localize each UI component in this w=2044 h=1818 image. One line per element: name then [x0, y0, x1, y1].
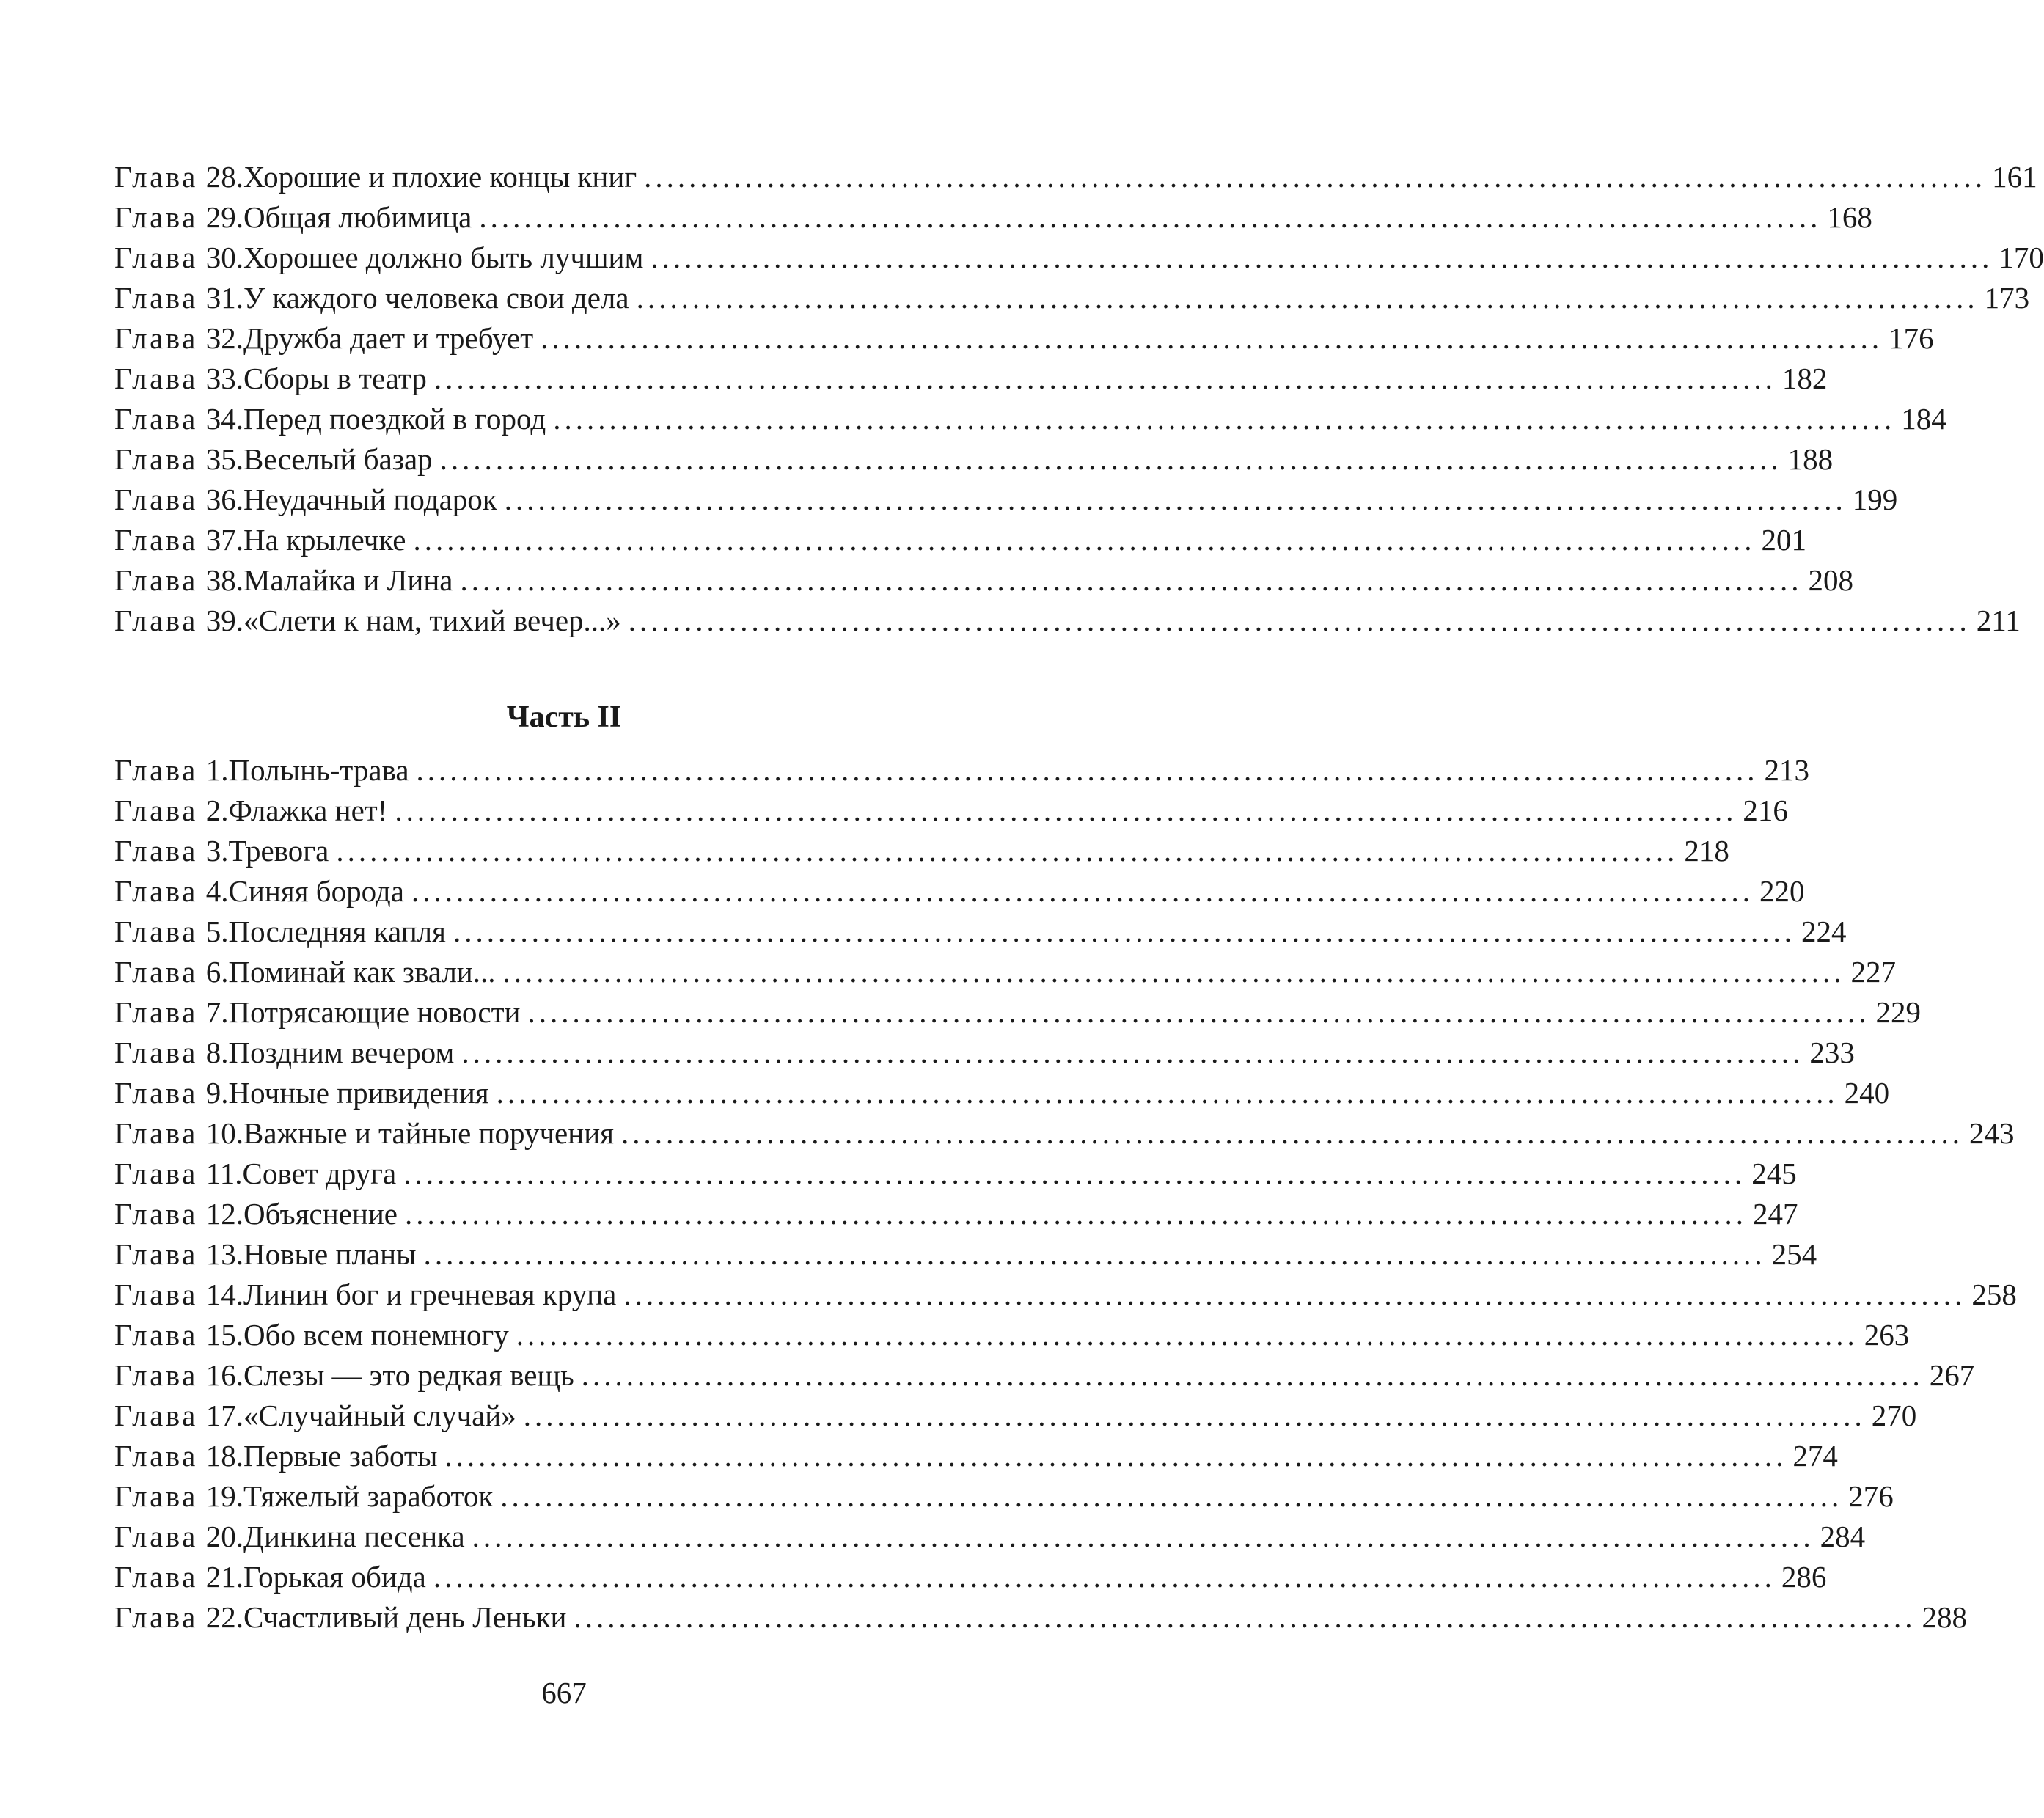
chapter-prefix: Глава [114, 793, 198, 827]
chapter-title: Веселый базар [243, 442, 433, 476]
chapter-prefix: Глава [114, 1116, 198, 1150]
chapter-prefix: Глава [114, 955, 198, 989]
toc-list-part2 [114, 750, 2017, 1638]
chapter-title: Полынь-трава [228, 753, 409, 787]
chapter-page-number: 170 [1999, 241, 2044, 274]
dot-leader: ........................................................................................................................ [527, 995, 1870, 1029]
chapter-page-number: 229 [1875, 995, 1921, 1029]
part-heading: Часть II [506, 700, 622, 734]
chapter-prefix: Глава [114, 1237, 198, 1271]
toc-entry [114, 750, 1810, 791]
chapter-title: Тревога [228, 834, 329, 868]
toc-entry [114, 480, 1898, 520]
chapter-prefix: Глава [114, 160, 198, 194]
chapter-prefix: Глава [114, 563, 198, 597]
chapter-number: 1. [205, 753, 229, 787]
chapter-page-number: 211 [1976, 604, 2021, 637]
chapter-number: 28. [205, 160, 244, 194]
chapter-prefix: Глава [114, 1439, 198, 1473]
dot-leader: ........................................................................................................................ [553, 402, 1896, 436]
chapter-title: Динкина песенка [243, 1520, 465, 1553]
chapter-number: 34. [205, 402, 244, 436]
chapter-number: 5. [205, 915, 229, 948]
chapter-page-number: 286 [1781, 1560, 1827, 1594]
chapter-number: 35. [205, 442, 244, 476]
chapter-title: На крылечке [243, 523, 406, 557]
chapter-page-number: 188 [1787, 442, 1834, 476]
chapter-number: 11. [205, 1157, 243, 1190]
chapter-prefix: Глава [114, 1278, 198, 1311]
chapter-prefix: Глава [114, 1157, 198, 1190]
chapter-page-number: 267 [1929, 1358, 1975, 1392]
chapter-title: Перед поездкой в город [243, 402, 546, 436]
chapter-title: Слезы — это редкая вещь [243, 1358, 574, 1392]
dot-leader: ........................................................................................................................ [541, 321, 1883, 355]
chapter-title: Поздним вечером [228, 1036, 455, 1069]
chapter-page-number: 176 [1889, 321, 1934, 355]
chapter-page-number: 263 [1864, 1318, 1910, 1352]
chapter-page-number: 243 [1969, 1116, 2015, 1150]
chapter-page-number: 227 [1850, 955, 1896, 989]
chapter-title: Общая любимица [243, 200, 472, 234]
dot-leader: ........................................................................................................................ [411, 874, 1754, 908]
toc-entry [114, 601, 2021, 641]
dot-leader: ........................................................................................................................ [623, 1278, 1966, 1311]
dot-leader: ........................................................................................................................ [574, 1600, 1916, 1634]
dot-leader: ........................................................................................................................ [403, 1157, 1746, 1190]
chapter-prefix: Глава [114, 1197, 198, 1231]
chapter-page-number: 288 [1922, 1600, 1967, 1634]
chapter-number: 2. [205, 793, 229, 827]
dot-leader: ........................................................................................................................ [433, 362, 1776, 395]
chapter-prefix: Глава [114, 1358, 198, 1392]
chapter-number: 33. [205, 362, 244, 395]
chapter-title: Поминай как звали... [228, 955, 496, 989]
chapter-number: 38. [205, 563, 244, 597]
chapter-prefix: Глава [114, 604, 198, 637]
chapter-prefix: Глава [114, 200, 198, 234]
chapter-prefix: Глава [114, 834, 198, 868]
dot-leader: ........................................................................................................................ [523, 1399, 1866, 1432]
chapter-number: 4. [205, 874, 229, 908]
chapter-page-number: 199 [1852, 483, 1898, 516]
chapter-title: Обо всем понемногу [243, 1318, 509, 1352]
chapter-title: Первые заботы [243, 1439, 438, 1473]
toc-entry [114, 197, 1872, 238]
chapter-title: Счастливый день Леньки [243, 1600, 567, 1634]
chapter-title: Сборы в театр [243, 362, 427, 395]
chapter-title: Важные и тайные поручения [243, 1116, 614, 1150]
dot-leader: ........................................................................................................................ [423, 1237, 1766, 1271]
chapter-page-number: 270 [1871, 1399, 1917, 1432]
toc-entry [114, 871, 1805, 912]
chapter-page-number: 284 [1820, 1520, 1866, 1553]
dot-leader: ........................................................................................................................ [404, 1197, 1747, 1231]
chapter-page-number: 258 [1971, 1278, 2017, 1311]
chapter-page-number: 233 [1809, 1036, 1855, 1069]
toc-entry [114, 912, 1847, 952]
chapter-title: Малайка и Лина [243, 563, 453, 597]
chapter-number: 9. [205, 1076, 229, 1110]
chapter-title: Линин бог и гречневая крупа [243, 1278, 617, 1311]
chapter-title: Дружба дает и требует [243, 321, 534, 355]
toc-entry [114, 1476, 1894, 1517]
chapter-number: 8. [205, 1036, 229, 1069]
toc-entry [114, 560, 1853, 601]
chapter-number: 6. [205, 955, 229, 989]
chapter-number: 10. [205, 1116, 244, 1150]
toc-entry [114, 439, 1834, 480]
chapter-number: 29. [205, 200, 244, 234]
chapter-title: Горькая обида [243, 1560, 426, 1594]
dot-leader: ........................................................................................................................ [461, 1036, 1804, 1069]
chapter-page-number: 213 [1764, 753, 1810, 787]
chapter-page-number: 240 [1844, 1076, 1890, 1110]
chapter-prefix: Глава [114, 281, 198, 315]
toc-entry [114, 1113, 2015, 1154]
chapter-title: «Случайный случай» [243, 1399, 516, 1432]
dot-leader: ........................................................................................................................ [636, 281, 1979, 315]
chapter-prefix: Глава [114, 483, 198, 516]
chapter-prefix: Глава [114, 1399, 198, 1432]
dot-leader: ........................................................................................................................ [516, 1318, 1858, 1352]
chapter-prefix: Глава [114, 321, 198, 355]
toc-entry [114, 1073, 1890, 1113]
chapter-number: 7. [205, 995, 229, 1029]
chapter-title: Потрясающие новости [228, 995, 521, 1029]
chapter-prefix: Глава [114, 1600, 198, 1634]
chapter-page-number: 182 [1781, 362, 1828, 395]
chapter-page-number: 173 [1984, 281, 2030, 315]
toc-entry [114, 1275, 2017, 1315]
toc-entry [114, 1396, 1917, 1436]
chapter-prefix: Глава [114, 241, 198, 274]
chapter-number: 18. [205, 1439, 244, 1473]
chapter-number: 19. [205, 1479, 244, 1513]
chapter-number: 31. [205, 281, 244, 315]
chapter-page-number: 218 [1684, 834, 1729, 868]
chapter-prefix: Глава [114, 1479, 198, 1513]
chapter-number: 21. [205, 1560, 244, 1594]
chapter-page-number: 247 [1752, 1197, 1798, 1231]
dot-leader: ........................................................................................................................ [395, 793, 1737, 827]
toc-entry [114, 1436, 1838, 1476]
chapter-title: Совет друга [242, 1157, 397, 1190]
chapter-page-number: 254 [1771, 1237, 1817, 1271]
toc-entry [114, 520, 1806, 560]
chapter-title: Хорошее должно быть лучшим [243, 241, 644, 274]
dot-leader: ........................................................................................................................ [621, 1116, 1963, 1150]
chapter-prefix: Глава [114, 995, 198, 1029]
chapter-prefix: Глава [114, 1520, 198, 1553]
chapter-prefix: Глава [114, 915, 198, 948]
chapter-number: 37. [205, 523, 244, 557]
toc-entry [114, 1517, 1866, 1557]
chapter-prefix: Глава [114, 1318, 198, 1352]
dot-leader: ........................................................................................................................ [581, 1358, 1924, 1392]
chapter-title: Новые планы [243, 1237, 417, 1271]
dot-leader: ........................................................................................................................ [439, 442, 1782, 476]
chapter-prefix: Глава [114, 442, 198, 476]
chapter-prefix: Глава [114, 523, 198, 557]
toc-entry [114, 1033, 1855, 1073]
dot-leader: ........................................................................................................................ [651, 241, 1993, 274]
toc-entry [114, 1557, 1827, 1597]
toc-entry [114, 1234, 1817, 1275]
chapter-title: Последняя капля [228, 915, 446, 948]
dot-leader: ........................................................................................................................ [479, 200, 1822, 234]
dot-leader: ........................................................................................................................ [472, 1520, 1814, 1553]
chapter-prefix: Глава [114, 753, 198, 787]
chapter-title: «Слети к нам, тихий вечер...» [243, 604, 621, 637]
toc-entry [114, 831, 1729, 871]
chapter-number: 12. [205, 1197, 244, 1231]
chapter-page-number: 168 [1827, 200, 1872, 234]
toc-entry [114, 1355, 1975, 1396]
chapter-title: Неудачный подарок [243, 483, 497, 516]
chapter-page-number: 274 [1792, 1439, 1838, 1473]
chapter-number: 15. [205, 1318, 244, 1352]
chapter-page-number: 216 [1743, 793, 1788, 827]
chapter-number: 39. [205, 604, 244, 637]
chapter-title: Синяя борода [228, 874, 404, 908]
chapter-title: Ночные привидения [228, 1076, 489, 1110]
chapter-title: Объяснение [243, 1197, 398, 1231]
dot-leader: ........................................................................................................................ [500, 1479, 1843, 1513]
chapter-number: 30. [205, 241, 244, 274]
dot-leader: ........................................................................................................................ [504, 483, 1847, 516]
toc-entry [114, 278, 2030, 318]
chapter-page-number: 276 [1848, 1479, 1894, 1513]
chapter-number: 20. [205, 1520, 244, 1553]
chapter-number: 14. [205, 1278, 244, 1311]
toc-entry [114, 1194, 1798, 1234]
chapter-page-number: 220 [1759, 874, 1805, 908]
dot-leader: ........................................................................................................................ [444, 1439, 1787, 1473]
dot-leader: ........................................................................................................................ [453, 915, 1795, 948]
toc-entry [114, 399, 1946, 439]
chapter-prefix: Глава [114, 402, 198, 436]
toc-entry [114, 359, 1828, 399]
dot-leader: ........................................................................................................................ [433, 1560, 1776, 1594]
chapter-page-number: 245 [1751, 1157, 1797, 1190]
chapter-number: 13. [205, 1237, 244, 1271]
dot-leader: ........................................................................................................................ [496, 1076, 1839, 1110]
dot-leader: ........................................................................................................................ [644, 160, 1987, 194]
toc-entry [114, 952, 1896, 992]
chapter-number: 16. [205, 1358, 244, 1392]
toc-entry [114, 1154, 1797, 1194]
page-number: 667 [541, 1676, 587, 1709]
chapter-title: Хорошие и плохие концы книг [243, 160, 637, 194]
toc-entry [114, 1597, 1967, 1638]
chapter-page-number: 161 [1992, 160, 2037, 194]
dot-leader: ........................................................................................................................ [628, 604, 1971, 637]
chapter-number: 36. [205, 483, 244, 516]
toc-list-part1 [114, 157, 2044, 641]
chapter-page-number: 224 [1801, 915, 1847, 948]
chapter-page-number: 201 [1761, 523, 1806, 557]
chapter-number: 22. [205, 1600, 244, 1634]
dot-leader: ........................................................................................................................ [413, 523, 1756, 557]
toc-entry [114, 238, 2044, 278]
chapter-title: У каждого человека свои дела [243, 281, 629, 315]
dot-leader: ........................................................................................................................ [502, 955, 1845, 989]
chapter-prefix: Глава [114, 1560, 198, 1594]
chapter-page-number: 184 [1901, 402, 1946, 436]
toc-entry [114, 992, 1921, 1033]
chapter-prefix: Глава [114, 1036, 198, 1069]
dot-leader: ........................................................................................................................ [336, 834, 1679, 868]
toc-entry [114, 157, 2037, 197]
chapter-title: Флажка нет! [228, 793, 388, 827]
chapter-prefix: Глава [114, 874, 198, 908]
chapter-prefix: Глава [114, 362, 198, 395]
toc-entry [114, 318, 1934, 359]
chapter-page-number: 208 [1808, 563, 1853, 597]
toc-entry [114, 791, 1788, 831]
chapter-number: 17. [205, 1399, 244, 1432]
dot-leader: ........................................................................................................................ [416, 753, 1759, 787]
chapter-number: 32. [205, 321, 244, 355]
chapter-prefix: Глава [114, 1076, 198, 1110]
chapter-number: 3. [205, 834, 229, 868]
dot-leader: ........................................................................................................................ [460, 563, 1803, 597]
toc-entry [114, 1315, 1910, 1355]
chapter-title: Тяжелый заработок [243, 1479, 494, 1513]
